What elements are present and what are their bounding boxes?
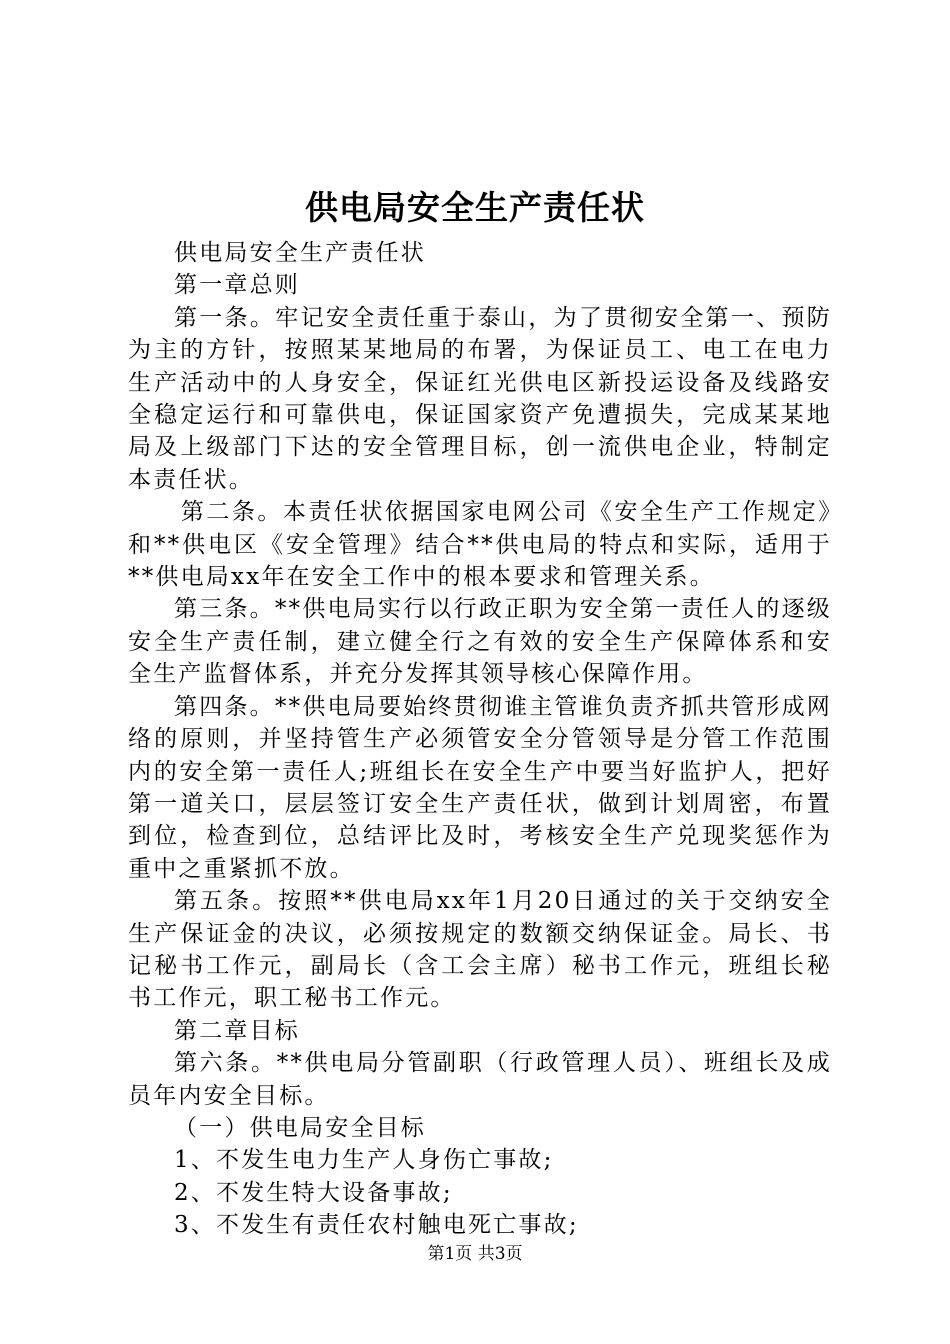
paragraph-article-1: 第一条。牢记安全责任重于泰山，为了贯彻安全第一、预防为主的方针，按照某某地局的布署，为保证员工、电工在电力生产活动中的人身安全，保证红光供电区新投运设备及线路安全稳定运行和可靠供电，保证国家资产免遭损失，完成某某地局及上级部门下达的安全管理目标，创一流供电企业，特制定本责任状。 — [128, 304, 832, 493]
paragraph-chapter-2: 第二章目标 — [174, 1017, 300, 1044]
paragraph-chapter-1: 第一章总则 — [174, 272, 300, 299]
list-item: 2、不发生特大设备事故; — [174, 1179, 453, 1206]
list-item: 1、不发生电力生产人身伤亡事故; — [174, 1147, 554, 1174]
document-title: 供电局安全生产责任状 — [305, 188, 645, 227]
paragraph-article-6: 第六条。**供电局分管副职（行政管理人员）、班组长及成员年内安全目标。 — [128, 1050, 832, 1109]
paragraph-article-2: 第二条。本责任状依据国家电网公司《安全生产工作规定》和**供电区《安全管理》结合**供电局的特点和实际，适用于**供电局xx年在安全工作中的根本要求和管理关系。 — [128, 499, 832, 591]
paragraph-article-5: 第五条。按照**供电局xx年1月20日通过的关于交纳安全生产保证金的决议，必须按规定的数额交纳保证金。局长、书记秘书工作元，副局长（含工会主席）秘书工作元，班组长秘书工作元，职工秘书工作元。 — [128, 888, 832, 1012]
list-item: 3、不发生有责任农村触电死亡事故; — [174, 1212, 579, 1239]
paragraph-subtitle: 供电局安全生产责任状 — [174, 240, 426, 266]
page-footer: 第1页 共3页 — [427, 1244, 523, 1264]
paragraph-section-1: （一）供电局安全目标 — [174, 1114, 426, 1141]
document-body — [128, 237, 832, 1242]
paragraph-article-3: 第三条。**供电局实行以行政正职为安全第一责任人的逐级安全生产责任制，建立健全行之有效的安全生产保障体系和安全生产监督体系，并充分发挥其领导核心保障作用。 — [128, 596, 832, 688]
paragraph-article-4: 第四条。**供电局要始终贯彻谁主管谁负责齐抓共管形成网络的原则，并坚持管生产必须管安全分管领导是分管工作范围内的安全第一责任人;班组长在安全生产中要当好监护人，把好第一道关口，层层签订安全生产责任状，做到计划周密，布置到位，检查到位，总结评比及时，考核安全生产兑现奖惩作为重中之重紧抓不放。 — [128, 693, 832, 882]
